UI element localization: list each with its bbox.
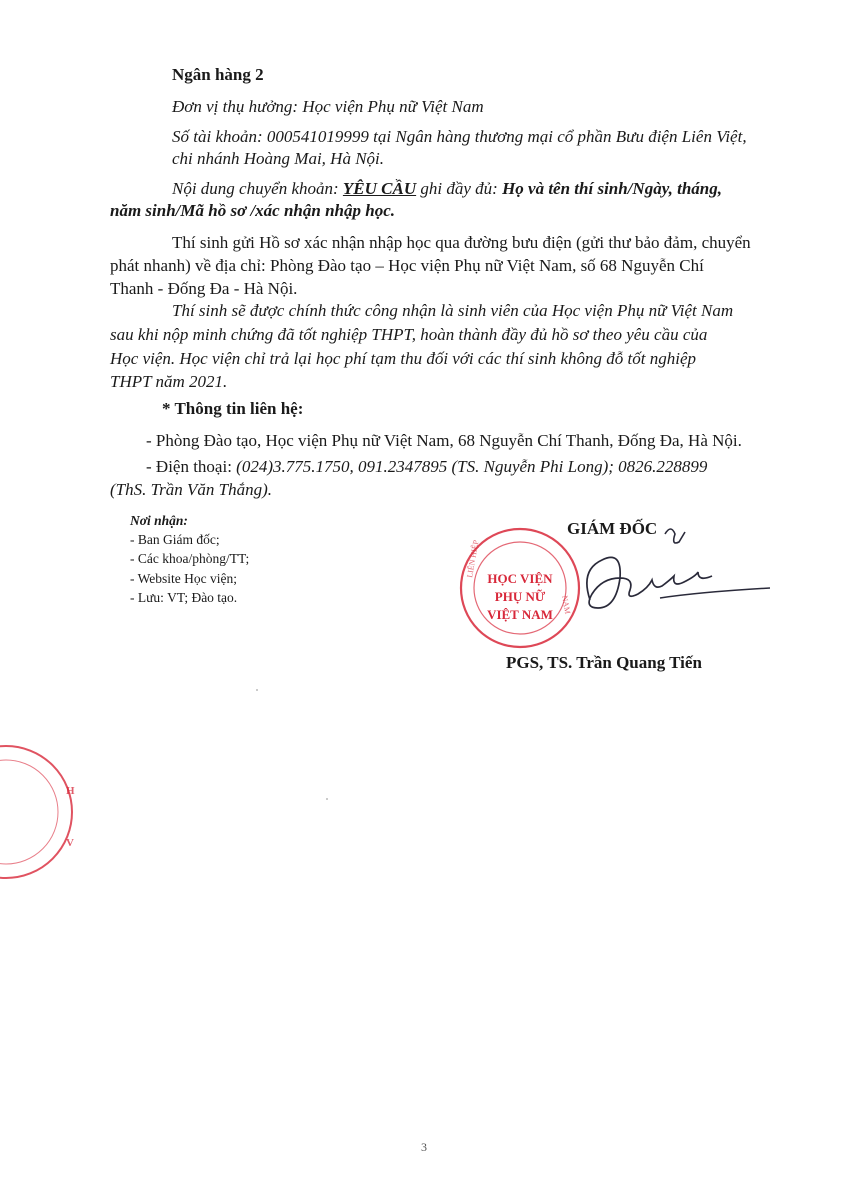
partial-seal [0,742,80,882]
contact-phone-line-1 [146,456,707,478]
transfer-content-prefix: Nội dung chuyển khoản: [172,179,343,198]
postal-line-1: Thí sinh gửi Hồ sơ xác nhận nhập học qua đường bưu điện (gửi thư bảo đảm, chuyển [172,233,751,252]
contact-heading: * Thông tin liên hệ: [162,399,304,418]
svg-text:NAM: NAM [560,594,573,615]
contact-phone-numbers: (024)3.775.1750, 091.2347895 (TS. Nguyễn Phi Long); 0826.228899 [236,457,708,476]
svg-text:H: H [66,785,75,797]
transfer-content-line-1 [172,178,722,200]
recipient-item: - Các khoa/phòng/TT; [130,551,250,566]
recognition-line-2: sau khi nộp minh chứng đã tốt nghiệp THPT, hoàn thành đầy đủ hồ sơ theo yêu cầu của [110,325,708,344]
beneficiary-line: Đơn vị thụ hưởng: Học viện Phụ nữ Việt Nam [172,97,484,116]
bank-heading: Ngân hàng 2 [172,65,264,84]
seal-line-1: HỌC VIỆN [487,571,553,586]
recognition-line-3: Học viện. Học viện chỉ trả lại học phí tạm thu đối với các thí sinh không đỗ tốt nghiệp [110,349,697,368]
page-number: 3 [421,1140,427,1154]
transfer-content-required: YÊU CẦU [342,179,417,198]
recognition-line-4: THPT năm 2021. [110,372,228,391]
handwritten-signature [540,512,780,632]
transfer-content-bold-1: Họ và tên thí sinh/Ngày, tháng, [502,179,722,198]
svg-text:V: V [66,837,74,849]
signature-title: GIÁM ĐỐC [567,519,658,538]
scan-speck [326,798,328,800]
contact-phone-line-2: (ThS. Trần Văn Thắng). [110,480,272,499]
seal-line-3: VIỆT NAM [487,607,553,622]
signer-name: PGS, TS. Trần Quang Tiến [506,653,702,672]
contact-phone-label: - Điện thoại: [146,457,237,476]
account-line-1: Số tài khoản: 000541019999 tại Ngân hàng thương mại cổ phần Bưu điện Liên Việt, [172,127,747,146]
recipient-item: - Ban Giám đốc; [130,532,220,547]
recipients-heading: Nơi nhận: [130,513,188,528]
recognition-line-1: Thí sinh sẽ được chính thức công nhận là sinh viên của Học viện Phụ nữ Việt Nam [172,301,734,320]
recipient-item: - Website Học viện; [130,571,238,586]
seal-line-2: PHỤ NỮ [494,589,546,604]
postal-line-2: phát nhanh) về địa chỉ: Phòng Đào tạo – Học viện Phụ nữ Việt Nam, số 68 Nguyễn Chí [110,256,704,275]
transfer-content-line-2: năm sinh/Mã hồ sơ /xác nhận nhập học. [110,201,395,220]
svg-text:LIÊN HIỆP: LIÊN HIỆP [465,539,481,579]
scan-speck [256,689,258,691]
recipient-item: - Lưu: VT; Đào tạo. [130,590,238,605]
transfer-content-mid: ghi đầy đủ: [416,179,503,198]
postal-line-3: Thanh - Đống Đa - Hà Nội. [110,279,298,298]
contact-address: - Phòng Đào tạo, Học viện Phụ nữ Việt Nam, 68 Nguyễn Chí Thanh, Đống Đa, Hà Nội. [146,431,742,450]
account-line-2: chi nhánh Hoàng Mai, Hà Nội. [172,149,385,168]
